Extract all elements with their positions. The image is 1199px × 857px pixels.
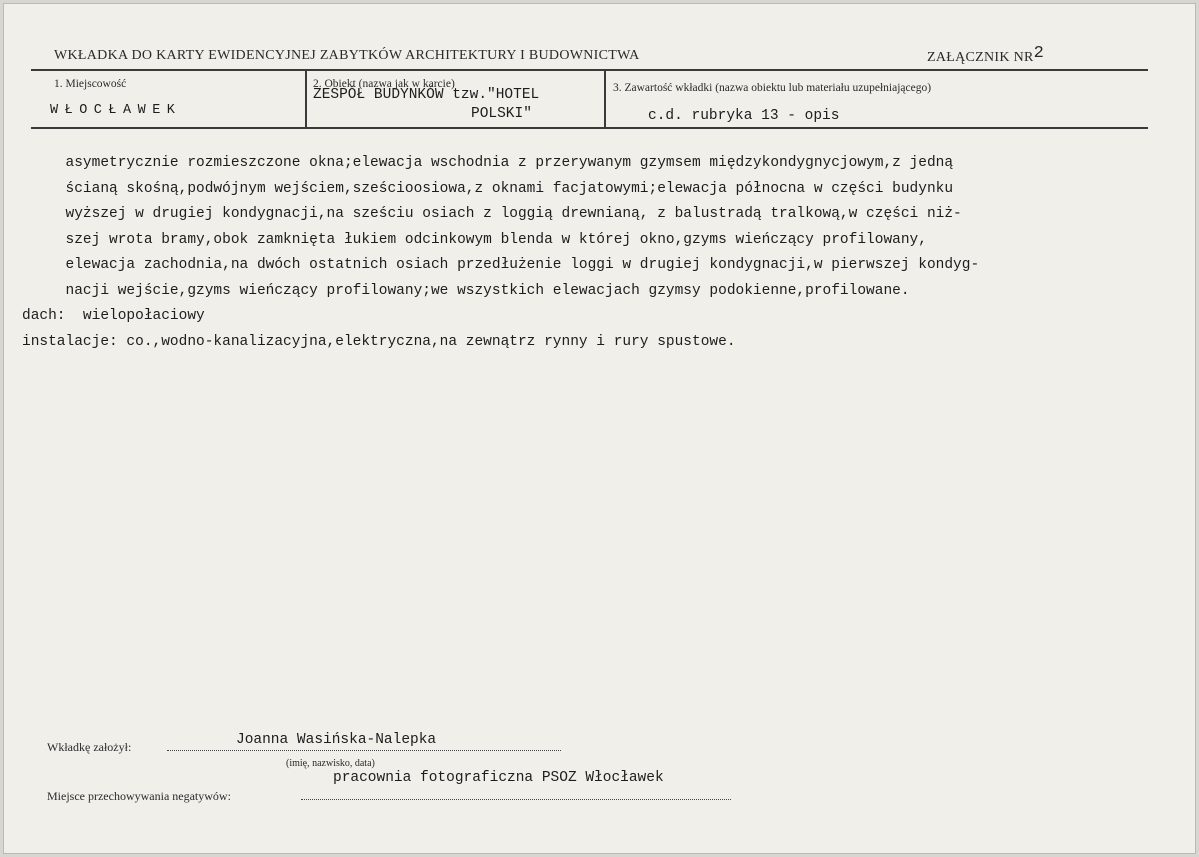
card-title: WKŁADKA DO KARTY EWIDENCYJNEJ ZABYTKÓW ARCHITEKTURY I BUDOWNICTWA <box>54 48 640 63</box>
description-line: szej wrota bramy,obok zamknięta łukiem odcinkowym blenda w której okno,gzyms wieńczący profilowany, <box>22 231 927 248</box>
top-rule <box>31 69 1148 71</box>
description-line: ścianą skośną,podwójnym wejściem,sześcioosiowa,z oknami facjatowymi;elewacja północna w części budynku <box>22 180 954 197</box>
contents-value: c.d. rubryka 13 - opis <box>648 108 840 124</box>
contents-label: 3. Zawartość wkładki (nazwa obiektu lub materiału uzupełniającego) <box>613 82 932 94</box>
description-line: elewacja zachodnia,na dwóch ostatnich osiach przedłużenie loggi w drugiej kondygnacji,w pierwszej kondyg- <box>22 257 980 273</box>
locality-label: 1. Miejscowość <box>54 78 127 90</box>
inventory-card <box>3 3 1196 854</box>
storage-label: Miejsce przechowywania negatywów: <box>47 789 231 803</box>
storage-value: pracownia fotograficzna PSOZ Włocławek <box>333 770 664 786</box>
object-label: 2. Obiekt (nazwa jak w karcie) <box>313 78 455 90</box>
author-value: Joanna Wasińska-Nalepka <box>236 732 437 748</box>
field-divider-1 <box>305 69 307 128</box>
attachment-number: 2 <box>1033 44 1045 63</box>
roof-line: dach: wielopołaciowy <box>22 308 205 324</box>
field-divider-2 <box>604 69 606 128</box>
locality-value: WŁOCŁAWEK <box>50 103 182 118</box>
author-dotline <box>167 750 561 751</box>
object-value-line1: ZESPÓŁ BUDYNKÓW tzw."HOTEL <box>313 87 540 103</box>
author-hint: (imię, nazwisko, data) <box>286 758 375 769</box>
author-label: Wkładkę założył: <box>47 740 132 754</box>
attachment-label <box>927 44 1045 67</box>
fields-rule <box>31 127 1148 129</box>
installations-line: instalacje: co.,wodno-kanalizacyjna,elektryczna,na zewnątrz rynny i rury spustowe. <box>22 333 736 350</box>
storage-dotline <box>301 799 731 800</box>
description-line: wyższej w drugiej kondygnacji,na sześciu osiach z loggią drewnianą, z balustradą tralkową,w części niż- <box>22 206 962 222</box>
object-value-line2: POLSKI" <box>471 106 532 122</box>
description-text <box>22 151 1182 355</box>
description-line: asymetrycznie rozmieszczone okna;elewacja wschodnia z przerywanym gzymsem międzykondygnycjowym,z jedną <box>22 155 954 171</box>
description-line: nacji wejście,gzyms wieńczący profilowany;we wszystkich elewacjach gzymsy podokienne,profilowane. <box>22 282 910 299</box>
attachment-label-text: ZAŁĄCZNIK NR <box>927 50 1034 65</box>
